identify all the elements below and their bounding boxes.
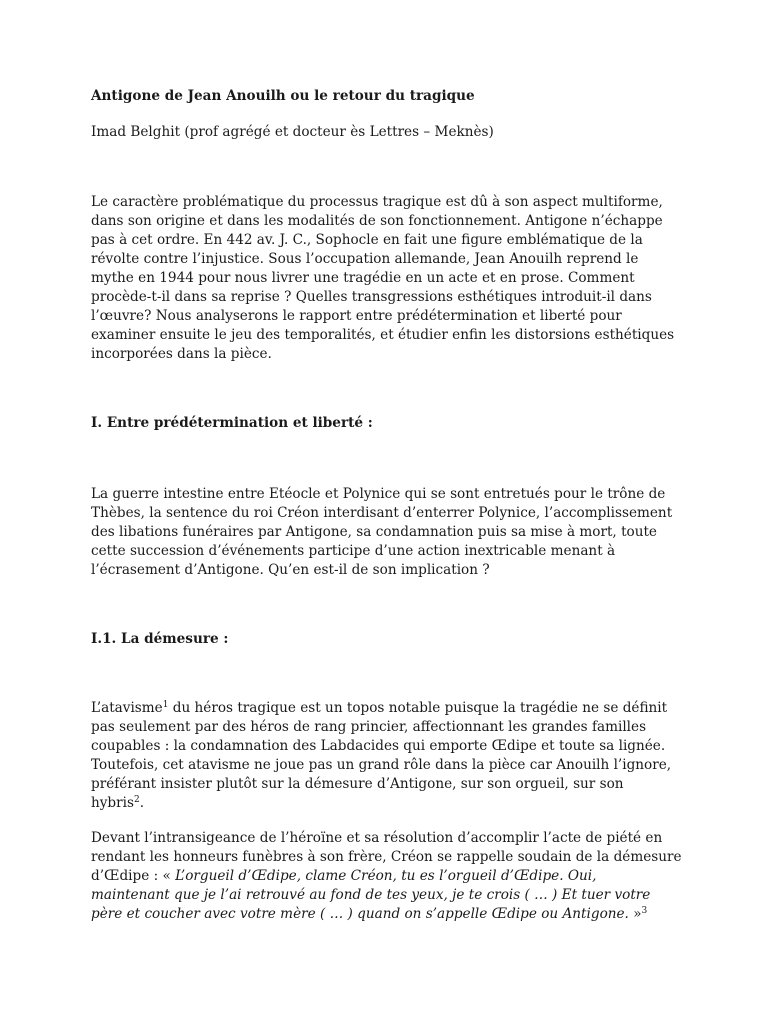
devant-line: Devant l’intransigeance de l’héroïne et sa résolution d’accomplir l’acte de piété en — [91, 830, 663, 846]
atavisme-paragraph — [91, 699, 671, 813]
section1-line: cette succession d’événements participe d’une action inextricable menant à — [91, 543, 616, 559]
document-title: Antigone de Jean Anouilh ou le retour du tragique — [91, 88, 475, 104]
devant-line — [91, 905, 682, 924]
quote-text: L’orgueil d’Œdipe, clame Créon, tu es l’orgueil d’Œdipe. Oui, — [175, 868, 597, 884]
intro-line: Le caractère problématique du processus tragique est dû à son aspect multiforme, — [91, 194, 663, 210]
devant-line — [91, 867, 682, 886]
quote-text: père et coucher avec votre mère ( … ) quand on s’appelle Œdipe ou Antigone. — [91, 906, 629, 922]
intro-line: incorporées dans la pièce. — [91, 346, 272, 362]
intro-line: pas à cet ordre. En 442 av. J. C., Sophocle en fait une figure emblématique de la — [91, 232, 643, 248]
atavisme-line: pas seulement par des héros de rang princier, affectionnant les grandes familles — [91, 719, 647, 735]
document-author: Imad Belghit (prof agrégé et docteur ès Lettres – Meknès) — [91, 124, 494, 140]
atavisme-line: coupables : la condamnation des Labdacides qui emporte Œdipe et toute sa lignée. — [91, 738, 666, 754]
section1-line: des libations funéraires par Antigone, sa condamnation puis sa mise à mort, toute — [91, 524, 657, 540]
section1-paragraph — [91, 485, 672, 580]
intro-line: mythe en 1944 pour nous livrer une tragédie en un acte et en prose. Comment — [91, 270, 635, 286]
quote-line: maintenant que je l’ai retrouvé au fond de tes yeux, je te crois ( … ) Et tuer votre — [91, 887, 651, 903]
atavisme-line: préférant insister plutôt sur la démesure d’Antigone, sur son orgueil, sur son — [91, 776, 624, 792]
atavisme-word: L’atavisme — [91, 700, 163, 716]
intro-line: procède-t-il dans sa reprise ? Quelles transgressions esthétiques introduit-il dans — [91, 289, 652, 305]
section1-line: La guerre intestine entre Etéocle et Polynice qui se sont entretués pour le trône de — [91, 486, 666, 502]
period: . — [139, 795, 145, 811]
quote-close: » — [628, 906, 642, 922]
intro-paragraph — [91, 193, 674, 364]
intro-line: l’œuvre? Nous analyserons le rapport entre prédétermination et liberté pour — [91, 308, 622, 324]
section-heading: I. Entre prédétermination et liberté : — [91, 415, 373, 431]
quote-prefix: d’Œdipe : « — [91, 868, 176, 884]
section1-line: l’écrasement d’Antigone. Qu’en est-il de son implication ? — [91, 562, 490, 578]
intro-line: dans son origine et dans les modalités de son fonctionnement. Antigone n’échappe — [91, 213, 663, 229]
intro-line: révolte contre l’injustice. Sous l’occupation allemande, Jean Anouilh reprend le — [91, 251, 639, 267]
atavisme-line: Toutefois, cet atavisme ne joue pas un grand rôle dans la pièce car Anouilh l’ignore, — [91, 757, 672, 773]
footnote-ref[interactable]: 1 — [162, 700, 169, 710]
atavisme-text: du héros tragique est un topos notable puisque la tragédie ne se définit — [168, 700, 668, 716]
atavisme-line — [91, 699, 671, 718]
footnote-ref[interactable]: 2 — [133, 795, 140, 805]
intro-line: examiner ensuite le jeu des temporalités, et étudier enfin les distorsions esthétiques — [91, 327, 675, 343]
devant-paragraph — [91, 829, 682, 924]
footnote-ref[interactable]: 3 — [641, 906, 648, 916]
subsection-heading: I.1. La démesure : — [91, 631, 229, 647]
devant-line: rendant les honneurs funèbres à son frère, Créon se rappelle soudain de la démesure — [91, 849, 682, 865]
section1-line: Thèbes, la sentence du roi Créon interdisant d’enterrer Polynice, l’accomplissement — [91, 505, 673, 521]
atavisme-line — [91, 794, 671, 813]
hybris-word: hybris — [91, 795, 134, 811]
